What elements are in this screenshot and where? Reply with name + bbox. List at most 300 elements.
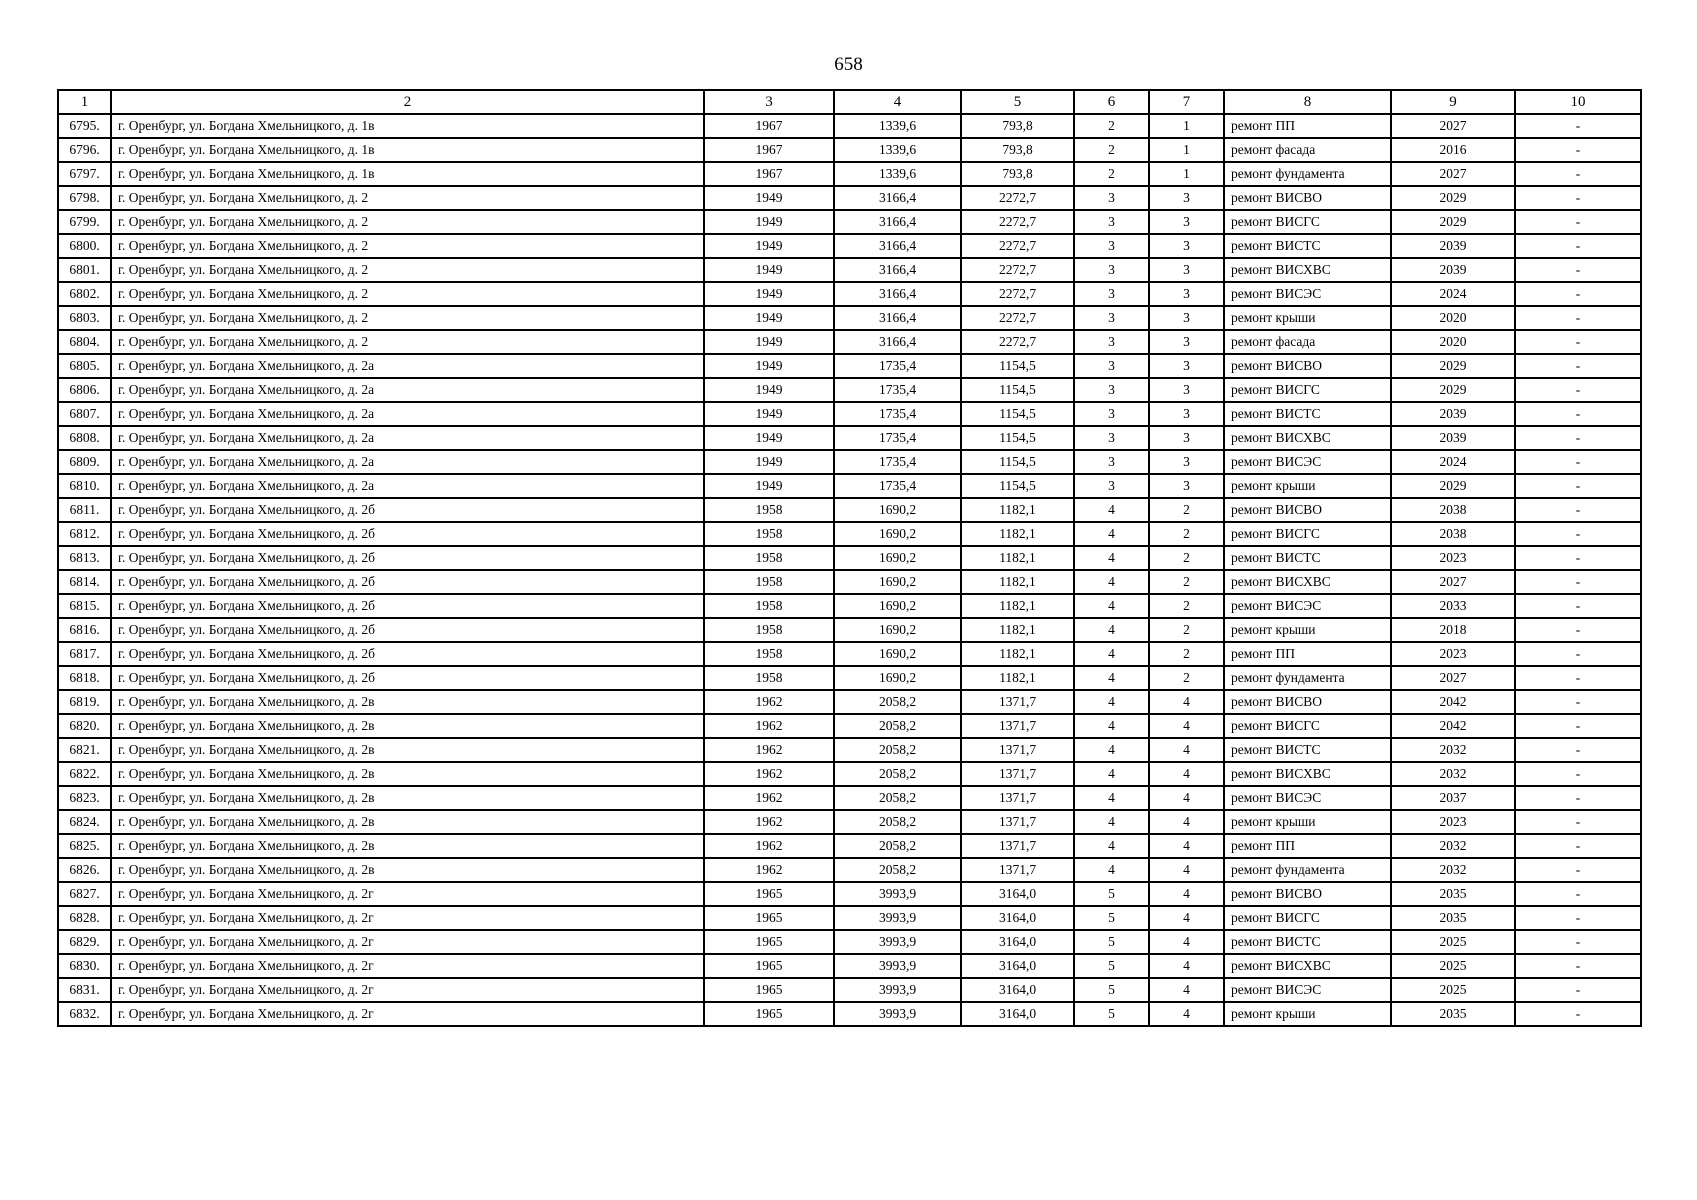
table-row <box>58 906 1641 930</box>
column-header: 10 <box>1515 90 1641 114</box>
cell-planned-year: 2029 <box>1391 354 1515 378</box>
cell-build-year: 1965 <box>704 954 834 978</box>
cell-planned-year: 2024 <box>1391 450 1515 474</box>
cell-build-year: 1965 <box>704 1002 834 1026</box>
cell-planned-year: 2027 <box>1391 666 1515 690</box>
cell-planned-year: 2032 <box>1391 858 1515 882</box>
cell-build-year: 1958 <box>704 570 834 594</box>
cell-address: г. Оренбург, ул. Богдана Хмельницкого, д. 2г <box>111 1002 704 1026</box>
cell-entrances: 3 <box>1149 330 1224 354</box>
cell-work-type: ремонт крыши <box>1224 1002 1391 1026</box>
cell-address: г. Оренбург, ул. Богдана Хмельницкого, д. 2г <box>111 930 704 954</box>
cell-living-area: 1371,7 <box>961 858 1074 882</box>
cell-entrances: 3 <box>1149 306 1224 330</box>
cell-address: г. Оренбург, ул. Богдана Хмельницкого, д. 2б <box>111 546 704 570</box>
cell-floors: 2 <box>1074 138 1149 162</box>
cell-address: г. Оренбург, ул. Богдана Хмельницкого, д. 2а <box>111 378 704 402</box>
cell-row-number: 6830. <box>58 954 111 978</box>
cell-floors: 2 <box>1074 162 1149 186</box>
cell-build-year: 1962 <box>704 738 834 762</box>
cell-note: - <box>1515 666 1641 690</box>
cell-note: - <box>1515 906 1641 930</box>
cell-address: г. Оренбург, ул. Богдана Хмельницкого, д. 2в <box>111 690 704 714</box>
cell-build-year: 1949 <box>704 474 834 498</box>
cell-entrances: 3 <box>1149 354 1224 378</box>
cell-living-area: 1154,5 <box>961 354 1074 378</box>
cell-build-year: 1958 <box>704 666 834 690</box>
cell-address: г. Оренбург, ул. Богдана Хмельницкого, д. 2г <box>111 882 704 906</box>
cell-build-year: 1949 <box>704 330 834 354</box>
cell-build-year: 1958 <box>704 642 834 666</box>
cell-work-type: ремонт ВИСТС <box>1224 402 1391 426</box>
cell-total-area: 1690,2 <box>834 570 961 594</box>
table-row <box>58 1002 1641 1026</box>
cell-note: - <box>1515 1002 1641 1026</box>
cell-note: - <box>1515 690 1641 714</box>
cell-floors: 4 <box>1074 810 1149 834</box>
cell-work-type: ремонт фундамента <box>1224 858 1391 882</box>
cell-living-area: 1182,1 <box>961 522 1074 546</box>
cell-work-type: ремонт ВИСЭС <box>1224 282 1391 306</box>
cell-work-type: ремонт крыши <box>1224 474 1391 498</box>
cell-note: - <box>1515 810 1641 834</box>
cell-planned-year: 2020 <box>1391 330 1515 354</box>
cell-work-type: ремонт ВИСГС <box>1224 906 1391 930</box>
cell-work-type: ремонт фасада <box>1224 138 1391 162</box>
cell-work-type: ремонт ВИСХВС <box>1224 570 1391 594</box>
cell-floors: 4 <box>1074 786 1149 810</box>
cell-planned-year: 2023 <box>1391 642 1515 666</box>
cell-work-type: ремонт ВИСЭС <box>1224 594 1391 618</box>
cell-build-year: 1949 <box>704 426 834 450</box>
cell-planned-year: 2032 <box>1391 834 1515 858</box>
cell-total-area: 1690,2 <box>834 498 961 522</box>
cell-entrances: 4 <box>1149 882 1224 906</box>
cell-floors: 4 <box>1074 858 1149 882</box>
cell-note: - <box>1515 474 1641 498</box>
cell-row-number: 6817. <box>58 642 111 666</box>
cell-entrances: 4 <box>1149 738 1224 762</box>
cell-note: - <box>1515 186 1641 210</box>
cell-total-area: 1735,4 <box>834 354 961 378</box>
cell-note: - <box>1515 330 1641 354</box>
cell-living-area: 1182,1 <box>961 618 1074 642</box>
cell-living-area: 2272,7 <box>961 258 1074 282</box>
cell-row-number: 6827. <box>58 882 111 906</box>
table-row <box>58 402 1641 426</box>
cell-address: г. Оренбург, ул. Богдана Хмельницкого, д. 1в <box>111 114 704 138</box>
column-header: 2 <box>111 90 704 114</box>
table-row <box>58 930 1641 954</box>
cell-floors: 4 <box>1074 714 1149 738</box>
cell-row-number: 6802. <box>58 282 111 306</box>
cell-work-type: ремонт ВИСГС <box>1224 522 1391 546</box>
cell-build-year: 1967 <box>704 114 834 138</box>
cell-living-area: 1371,7 <box>961 738 1074 762</box>
cell-work-type: ремонт ВИСТС <box>1224 738 1391 762</box>
cell-row-number: 6797. <box>58 162 111 186</box>
cell-row-number: 6823. <box>58 786 111 810</box>
cell-row-number: 6816. <box>58 618 111 642</box>
cell-note: - <box>1515 642 1641 666</box>
cell-planned-year: 2016 <box>1391 138 1515 162</box>
cell-living-area: 1182,1 <box>961 570 1074 594</box>
cell-build-year: 1949 <box>704 378 834 402</box>
cell-note: - <box>1515 978 1641 1002</box>
table-row <box>58 450 1641 474</box>
cell-build-year: 1949 <box>704 450 834 474</box>
cell-address: г. Оренбург, ул. Богдана Хмельницкого, д. 1в <box>111 162 704 186</box>
cell-floors: 3 <box>1074 354 1149 378</box>
cell-build-year: 1962 <box>704 762 834 786</box>
cell-total-area: 3993,9 <box>834 1002 961 1026</box>
cell-living-area: 1182,1 <box>961 498 1074 522</box>
cell-entrances: 2 <box>1149 594 1224 618</box>
cell-address: г. Оренбург, ул. Богдана Хмельницкого, д. 2в <box>111 714 704 738</box>
table-row <box>58 690 1641 714</box>
cell-note: - <box>1515 354 1641 378</box>
cell-address: г. Оренбург, ул. Богдана Хмельницкого, д. 2 <box>111 330 704 354</box>
cell-planned-year: 2032 <box>1391 762 1515 786</box>
cell-address: г. Оренбург, ул. Богдана Хмельницкого, д. 2 <box>111 186 704 210</box>
table-row <box>58 714 1641 738</box>
cell-work-type: ремонт ВИСТС <box>1224 234 1391 258</box>
cell-entrances: 4 <box>1149 714 1224 738</box>
cell-build-year: 1949 <box>704 354 834 378</box>
cell-work-type: ремонт ВИСВО <box>1224 690 1391 714</box>
cell-address: г. Оренбург, ул. Богдана Хмельницкого, д. 2в <box>111 786 704 810</box>
table-row <box>58 594 1641 618</box>
cell-planned-year: 2020 <box>1391 306 1515 330</box>
cell-total-area: 2058,2 <box>834 834 961 858</box>
cell-entrances: 3 <box>1149 258 1224 282</box>
cell-floors: 3 <box>1074 426 1149 450</box>
table-row <box>58 858 1641 882</box>
cell-entrances: 3 <box>1149 210 1224 234</box>
table-row <box>58 666 1641 690</box>
cell-total-area: 3166,4 <box>834 282 961 306</box>
cell-entrances: 4 <box>1149 978 1224 1002</box>
cell-living-area: 1154,5 <box>961 378 1074 402</box>
cell-total-area: 1339,6 <box>834 138 961 162</box>
cell-note: - <box>1515 594 1641 618</box>
cell-planned-year: 2018 <box>1391 618 1515 642</box>
cell-row-number: 6801. <box>58 258 111 282</box>
cell-entrances: 3 <box>1149 426 1224 450</box>
cell-note: - <box>1515 426 1641 450</box>
cell-floors: 5 <box>1074 906 1149 930</box>
cell-planned-year: 2025 <box>1391 930 1515 954</box>
cell-floors: 3 <box>1074 378 1149 402</box>
cell-note: - <box>1515 762 1641 786</box>
cell-planned-year: 2025 <box>1391 978 1515 1002</box>
cell-build-year: 1962 <box>704 690 834 714</box>
cell-entrances: 4 <box>1149 930 1224 954</box>
cell-planned-year: 2029 <box>1391 474 1515 498</box>
cell-floors: 4 <box>1074 834 1149 858</box>
cell-row-number: 6822. <box>58 762 111 786</box>
cell-entrances: 2 <box>1149 666 1224 690</box>
cell-note: - <box>1515 546 1641 570</box>
cell-living-area: 1371,7 <box>961 714 1074 738</box>
cell-entrances: 2 <box>1149 546 1224 570</box>
column-header: 1 <box>58 90 111 114</box>
cell-row-number: 6799. <box>58 210 111 234</box>
cell-floors: 3 <box>1074 258 1149 282</box>
repair-schedule-table <box>57 89 1642 1027</box>
column-header: 6 <box>1074 90 1149 114</box>
cell-work-type: ремонт крыши <box>1224 618 1391 642</box>
cell-work-type: ремонт ВИСВО <box>1224 882 1391 906</box>
cell-floors: 5 <box>1074 882 1149 906</box>
cell-planned-year: 2037 <box>1391 786 1515 810</box>
cell-planned-year: 2042 <box>1391 690 1515 714</box>
cell-work-type: ремонт ВИСХВС <box>1224 954 1391 978</box>
cell-work-type: ремонт фундамента <box>1224 666 1391 690</box>
cell-build-year: 1965 <box>704 930 834 954</box>
cell-row-number: 6796. <box>58 138 111 162</box>
cell-planned-year: 2027 <box>1391 114 1515 138</box>
table-row <box>58 330 1641 354</box>
cell-build-year: 1965 <box>704 978 834 1002</box>
cell-living-area: 2272,7 <box>961 186 1074 210</box>
cell-floors: 3 <box>1074 306 1149 330</box>
cell-living-area: 2272,7 <box>961 282 1074 306</box>
cell-address: г. Оренбург, ул. Богдана Хмельницкого, д. 2 <box>111 282 704 306</box>
cell-note: - <box>1515 402 1641 426</box>
cell-address: г. Оренбург, ул. Богдана Хмельницкого, д. 2б <box>111 570 704 594</box>
cell-row-number: 6803. <box>58 306 111 330</box>
cell-row-number: 6812. <box>58 522 111 546</box>
cell-build-year: 1949 <box>704 210 834 234</box>
cell-row-number: 6813. <box>58 546 111 570</box>
cell-total-area: 1735,4 <box>834 402 961 426</box>
cell-address: г. Оренбург, ул. Богдана Хмельницкого, д. 2а <box>111 354 704 378</box>
cell-entrances: 3 <box>1149 402 1224 426</box>
table-row <box>58 474 1641 498</box>
cell-planned-year: 2035 <box>1391 882 1515 906</box>
cell-note: - <box>1515 282 1641 306</box>
table-row <box>58 354 1641 378</box>
table-row <box>58 834 1641 858</box>
table-row <box>58 234 1641 258</box>
table-row <box>58 114 1641 138</box>
table-row <box>58 138 1641 162</box>
cell-address: г. Оренбург, ул. Богдана Хмельницкого, д. 2 <box>111 210 704 234</box>
cell-planned-year: 2039 <box>1391 258 1515 282</box>
cell-row-number: 6795. <box>58 114 111 138</box>
cell-build-year: 1967 <box>704 162 834 186</box>
cell-living-area: 1154,5 <box>961 474 1074 498</box>
cell-entrances: 3 <box>1149 234 1224 258</box>
cell-work-type: ремонт крыши <box>1224 306 1391 330</box>
cell-work-type: ремонт ВИСВО <box>1224 354 1391 378</box>
cell-planned-year: 2038 <box>1391 522 1515 546</box>
cell-entrances: 1 <box>1149 162 1224 186</box>
cell-floors: 5 <box>1074 1002 1149 1026</box>
cell-entrances: 4 <box>1149 954 1224 978</box>
table-row <box>58 762 1641 786</box>
cell-work-type: ремонт ВИСВО <box>1224 498 1391 522</box>
cell-work-type: ремонт ВИСЭС <box>1224 978 1391 1002</box>
cell-note: - <box>1515 738 1641 762</box>
cell-address: г. Оренбург, ул. Богдана Хмельницкого, д. 2в <box>111 762 704 786</box>
cell-work-type: ремонт ВИСЭС <box>1224 786 1391 810</box>
cell-floors: 3 <box>1074 282 1149 306</box>
table-row <box>58 618 1641 642</box>
cell-floors: 3 <box>1074 450 1149 474</box>
cell-row-number: 6804. <box>58 330 111 354</box>
cell-row-number: 6828. <box>58 906 111 930</box>
table-row <box>58 210 1641 234</box>
cell-total-area: 1735,4 <box>834 474 961 498</box>
cell-address: г. Оренбург, ул. Богдана Хмельницкого, д. 2а <box>111 426 704 450</box>
cell-work-type: ремонт ВИСТС <box>1224 930 1391 954</box>
cell-row-number: 6807. <box>58 402 111 426</box>
cell-floors: 4 <box>1074 762 1149 786</box>
cell-note: - <box>1515 138 1641 162</box>
cell-entrances: 3 <box>1149 474 1224 498</box>
cell-entrances: 3 <box>1149 378 1224 402</box>
cell-work-type: ремонт ВИСГС <box>1224 714 1391 738</box>
cell-floors: 4 <box>1074 738 1149 762</box>
cell-living-area: 2272,7 <box>961 210 1074 234</box>
cell-planned-year: 2038 <box>1391 498 1515 522</box>
cell-entrances: 4 <box>1149 858 1224 882</box>
cell-build-year: 1958 <box>704 594 834 618</box>
cell-living-area: 3164,0 <box>961 930 1074 954</box>
cell-living-area: 793,8 <box>961 138 1074 162</box>
cell-planned-year: 2024 <box>1391 282 1515 306</box>
table-row <box>58 954 1641 978</box>
cell-floors: 3 <box>1074 186 1149 210</box>
cell-work-type: ремонт ВИСТС <box>1224 546 1391 570</box>
cell-entrances: 1 <box>1149 138 1224 162</box>
cell-total-area: 1690,2 <box>834 642 961 666</box>
cell-build-year: 1962 <box>704 714 834 738</box>
cell-total-area: 3166,4 <box>834 186 961 210</box>
cell-planned-year: 2033 <box>1391 594 1515 618</box>
table-row <box>58 282 1641 306</box>
table-row <box>58 306 1641 330</box>
cell-address: г. Оренбург, ул. Богдана Хмельницкого, д. 2а <box>111 402 704 426</box>
cell-living-area: 2272,7 <box>961 330 1074 354</box>
cell-build-year: 1949 <box>704 186 834 210</box>
cell-planned-year: 2025 <box>1391 954 1515 978</box>
cell-total-area: 2058,2 <box>834 786 961 810</box>
cell-build-year: 1949 <box>704 306 834 330</box>
cell-note: - <box>1515 162 1641 186</box>
cell-address: г. Оренбург, ул. Богдана Хмельницкого, д. 2в <box>111 858 704 882</box>
cell-address: г. Оренбург, ул. Богдана Хмельницкого, д. 2б <box>111 594 704 618</box>
cell-total-area: 3166,4 <box>834 306 961 330</box>
cell-living-area: 3164,0 <box>961 906 1074 930</box>
cell-total-area: 2058,2 <box>834 858 961 882</box>
cell-living-area: 1371,7 <box>961 690 1074 714</box>
table-row <box>58 738 1641 762</box>
cell-note: - <box>1515 378 1641 402</box>
cell-total-area: 1339,6 <box>834 162 961 186</box>
cell-row-number: 6815. <box>58 594 111 618</box>
cell-build-year: 1962 <box>704 810 834 834</box>
cell-floors: 5 <box>1074 954 1149 978</box>
cell-work-type: ремонт ПП <box>1224 114 1391 138</box>
cell-note: - <box>1515 930 1641 954</box>
cell-total-area: 1339,6 <box>834 114 961 138</box>
cell-note: - <box>1515 882 1641 906</box>
cell-work-type: ремонт ВИСХВС <box>1224 258 1391 282</box>
cell-total-area: 2058,2 <box>834 690 961 714</box>
cell-entrances: 4 <box>1149 1002 1224 1026</box>
cell-row-number: 6809. <box>58 450 111 474</box>
cell-living-area: 793,8 <box>961 114 1074 138</box>
cell-total-area: 1690,2 <box>834 546 961 570</box>
cell-floors: 5 <box>1074 930 1149 954</box>
table-row <box>58 426 1641 450</box>
column-header: 8 <box>1224 90 1391 114</box>
cell-total-area: 3166,4 <box>834 258 961 282</box>
cell-floors: 5 <box>1074 978 1149 1002</box>
cell-floors: 3 <box>1074 330 1149 354</box>
cell-total-area: 2058,2 <box>834 762 961 786</box>
cell-note: - <box>1515 954 1641 978</box>
cell-work-type: ремонт ВИСЭС <box>1224 450 1391 474</box>
cell-total-area: 3993,9 <box>834 978 961 1002</box>
cell-total-area: 3993,9 <box>834 930 961 954</box>
cell-planned-year: 2032 <box>1391 738 1515 762</box>
cell-floors: 2 <box>1074 114 1149 138</box>
header-row <box>58 90 1641 114</box>
cell-total-area: 3166,4 <box>834 330 961 354</box>
cell-living-area: 1154,5 <box>961 450 1074 474</box>
cell-address: г. Оренбург, ул. Богдана Хмельницкого, д. 2г <box>111 978 704 1002</box>
cell-living-area: 1371,7 <box>961 786 1074 810</box>
cell-work-type: ремонт ВИСВО <box>1224 186 1391 210</box>
cell-note: - <box>1515 498 1641 522</box>
cell-row-number: 6829. <box>58 930 111 954</box>
cell-total-area: 1690,2 <box>834 594 961 618</box>
cell-living-area: 1371,7 <box>961 762 1074 786</box>
cell-work-type: ремонт ПП <box>1224 642 1391 666</box>
cell-row-number: 6798. <box>58 186 111 210</box>
cell-row-number: 6805. <box>58 354 111 378</box>
cell-planned-year: 2035 <box>1391 1002 1515 1026</box>
cell-floors: 4 <box>1074 546 1149 570</box>
cell-living-area: 3164,0 <box>961 978 1074 1002</box>
cell-living-area: 1154,5 <box>961 402 1074 426</box>
table-row <box>58 258 1641 282</box>
cell-row-number: 6800. <box>58 234 111 258</box>
cell-row-number: 6831. <box>58 978 111 1002</box>
cell-address: г. Оренбург, ул. Богдана Хмельницкого, д. 2а <box>111 450 704 474</box>
table-row <box>58 882 1641 906</box>
cell-entrances: 3 <box>1149 282 1224 306</box>
cell-work-type: ремонт крыши <box>1224 810 1391 834</box>
cell-planned-year: 2042 <box>1391 714 1515 738</box>
cell-row-number: 6825. <box>58 834 111 858</box>
cell-planned-year: 2023 <box>1391 546 1515 570</box>
table-row <box>58 378 1641 402</box>
cell-entrances: 2 <box>1149 522 1224 546</box>
cell-entrances: 3 <box>1149 450 1224 474</box>
cell-build-year: 1958 <box>704 498 834 522</box>
cell-address: г. Оренбург, ул. Богдана Хмельницкого, д. 2 <box>111 234 704 258</box>
cell-total-area: 2058,2 <box>834 714 961 738</box>
cell-note: - <box>1515 258 1641 282</box>
cell-planned-year: 2039 <box>1391 426 1515 450</box>
column-header: 3 <box>704 90 834 114</box>
cell-planned-year: 2035 <box>1391 906 1515 930</box>
